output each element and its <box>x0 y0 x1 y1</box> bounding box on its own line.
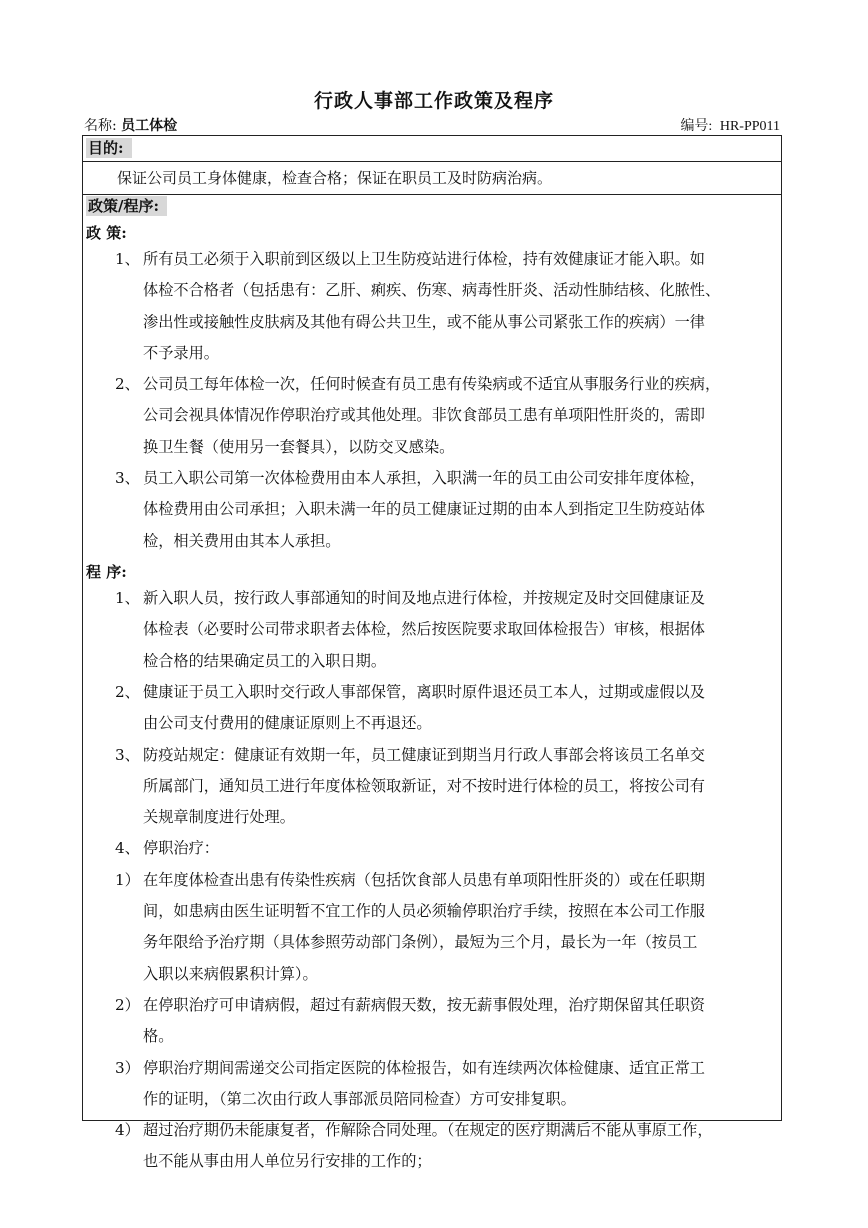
item-number: 1） <box>115 870 140 889</box>
policy-heading: 政 策: <box>86 224 127 242</box>
item-line: 体检费用由公司承担；入职未满一年的员工健康证过期的由本人到指定卫生防疫站体 <box>143 500 705 519</box>
policy-procedure-heading: 政策/程序: <box>83 194 167 218</box>
item-number: 2、 <box>115 375 140 394</box>
name-field <box>84 115 177 135</box>
divider <box>83 161 781 162</box>
item-line: 也不能从事由用人单位另行安排的工作的； <box>143 1152 432 1171</box>
item-line: 防疫站规定：健康证有效期一年，员工健康证到期当月行政人事部会将该员工名单交 <box>143 745 705 764</box>
item-number: 3、 <box>115 469 140 488</box>
item-line: 间，如患病由医生证明暂不宜工作的人员必须输停职治疗手续，按照在本公司工作服 <box>143 901 705 920</box>
item-number: 2） <box>115 995 140 1014</box>
item-line: 在停职治疗可申请病假，超过有薪病假天数，按无薪事假处理，治疗期保留其任职资 <box>143 995 705 1014</box>
purpose-heading: 目的: <box>83 136 132 160</box>
item-number: 4、 <box>115 839 140 858</box>
item-line: 格。 <box>143 1027 174 1046</box>
item-line: 渗出性或接触性皮肤病及其他有碍公共卫生，或不能从事公司紧张工作的疾病）一律 <box>143 312 705 331</box>
item-number: 1、 <box>115 250 140 268</box>
item-line: 在年度体检查出患有传染性疾病（包括饮食部人员患有单项阳性肝炎的）或在任职期 <box>143 870 705 889</box>
item-number: 3、 <box>115 745 140 764</box>
item-line: 由公司支付费用的健康证原则上不再退还。 <box>143 714 432 733</box>
item-line: 体检不合格者（包括患有：乙肝、痢疾、伤寒、病毒性肝炎、活动性肺结核、化脓性、 <box>143 281 721 300</box>
item-line: 不予录用。 <box>143 343 219 362</box>
item-line: 公司会视具体情况作停职治疗或其他处理。非饮食部员工患有单项阳性肝炎的，需即 <box>143 406 705 425</box>
item-line: 体检表（必要时公司带求职者去体检，然后按医院要求取回体检报告）审核，根据体 <box>143 620 705 639</box>
item-line: 务年限给予治疗期（具体参照劳动部门条例），最短为三个月，最长为一年（按员工 <box>143 933 698 952</box>
document-title: 行政人事部工作政策及程序 <box>313 90 554 112</box>
item-line: 超过治疗期仍未能康复者，作解除合同处理。（在规定的医疗期满后不能从事原工作， <box>143 1121 713 1140</box>
item-line: 停职治疗期间需递交公司指定医院的体检报告，如有连续两次体检健康、适宜正常工 <box>143 1058 705 1077</box>
item-line: 所属部门，通知员工进行年度体检领取新证，对不按时进行体检的员工，将按公司有 <box>143 776 705 795</box>
code-label: 编号: <box>680 119 713 134</box>
item-line: 作的证明，（第二次由行政人事部派员陪同检查）方可安排复职。 <box>143 1089 576 1108</box>
divider <box>83 194 781 195</box>
meta-row <box>82 114 784 134</box>
item-line: 换卫生餐（使用另一套餐具），以防交叉感染。 <box>143 437 455 456</box>
item-number: 2、 <box>115 682 140 701</box>
item-line: 新入职人员，按行政人事部通知的时间及地点进行体检，并按规定及时交回健康证及 <box>143 589 705 607</box>
item-number: 1、 <box>115 589 140 607</box>
item-line: 检合格的结果确定员工的入职日期。 <box>143 651 386 670</box>
item-line: 入职以来病假累积计算）。 <box>143 964 318 983</box>
item-line: 所有员工必须于入职前到区级以上卫生防疫站进行体检，持有效健康证才能入职。如 <box>143 250 705 268</box>
item-line: 检，相关费用由其本人承担。 <box>143 531 341 550</box>
name-label: 名称: <box>84 118 117 134</box>
procedure-heading: 程 序: <box>86 563 127 581</box>
code-value: HR-PP011 <box>719 119 780 134</box>
item-line: 公司员工每年体检一次，任何时候查有员工患有传染病或不适宜从事服务行业的疾病， <box>143 375 721 394</box>
document-frame <box>82 135 782 1171</box>
code-field <box>680 115 780 135</box>
item-number: 3） <box>115 1058 140 1077</box>
purpose-text: 保证公司员工身体健康，检查合格；保证在职员工及时防病治病。 <box>117 169 553 187</box>
item-line: 停职治疗： <box>143 839 219 858</box>
item-line: 员工入职公司第一次体检费用由本人承担，入职满一年的员工由公司安排年度体检， <box>143 469 705 488</box>
name-value: 员工体检 <box>121 118 178 134</box>
item-line: 关规章制度进行处理。 <box>143 808 295 827</box>
item-number: 4） <box>115 1121 140 1140</box>
item-line: 健康证于员工入职时交行政人事部保管，离职时原件退还员工本人，过期或虚假以及 <box>143 682 705 701</box>
